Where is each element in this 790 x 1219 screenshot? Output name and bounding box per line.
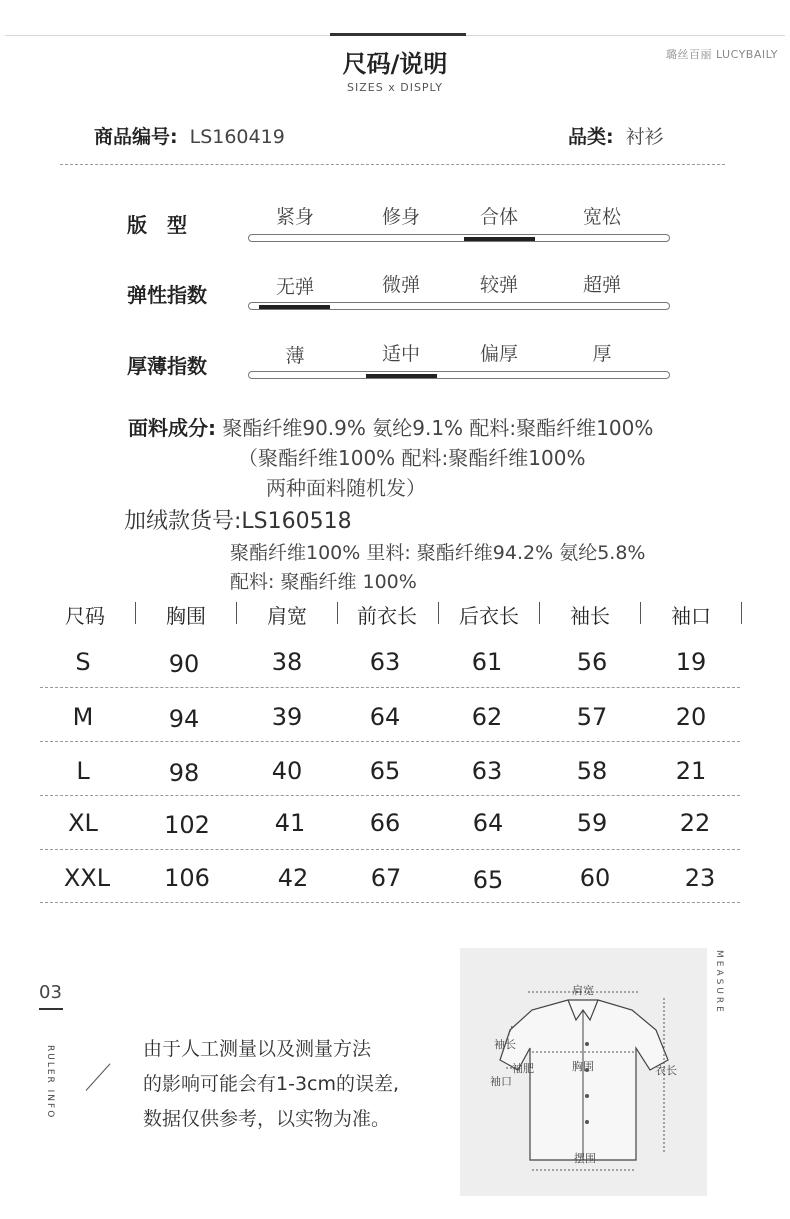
table-cell: 62: [471, 703, 503, 731]
table-cell: M: [72, 703, 94, 731]
note-line: 的影响可能会有1-3cm的误差,: [143, 1073, 400, 1095]
fabric-composition: 聚酯纤维90.9% 氨纶9.1% 配料:聚酯纤维100%: [222, 416, 654, 440]
table-cell: 64: [369, 703, 401, 731]
row-divider: [40, 902, 740, 903]
rating-option: 适中: [381, 343, 420, 365]
table-cell: 22: [679, 809, 711, 837]
table-cell: L: [76, 757, 90, 785]
header-divider: [236, 602, 237, 624]
table-header: 袖口: [671, 604, 711, 628]
label-chest: 胸围: [572, 1060, 594, 1073]
product-code: [94, 122, 285, 149]
rating-track-thickness: [248, 371, 670, 379]
velvet-title: 加绒款货号:LS160518: [124, 509, 352, 534]
product-category-label: 品类:: [568, 126, 614, 148]
table-cell: 41: [274, 809, 306, 837]
table-header: 尺码: [65, 604, 105, 628]
rating-option: 紧身: [275, 206, 314, 228]
table-cell: 66: [369, 809, 401, 837]
product-category-value: 衬衫: [625, 126, 664, 148]
note-line: 由于人工测量以及测量方法: [143, 1038, 372, 1060]
table-cell: 42: [277, 864, 309, 892]
table-cell: 20: [675, 703, 707, 731]
table-cell: 65: [369, 757, 401, 785]
label-length: 衣长: [655, 1064, 677, 1077]
table-cell: 39: [271, 703, 303, 731]
table-cell: 90: [168, 650, 200, 678]
table-cell: 102: [164, 811, 210, 839]
table-header: 前衣长: [357, 604, 417, 628]
label-hem: 摆围: [574, 1152, 596, 1165]
measure-label: MEASURE: [714, 950, 724, 1015]
rating-option: 无弹: [275, 276, 314, 298]
page-subtitle: SIZES x DISPLY: [347, 81, 443, 94]
label-shoulder: 肩宽: [572, 984, 594, 997]
header-divider: [640, 602, 641, 624]
product-category: [568, 122, 664, 149]
header-divider: [135, 602, 136, 624]
table-cell: 59: [576, 809, 608, 837]
rating-marker-thickness: [366, 374, 437, 378]
rating-track-fit: [248, 234, 670, 242]
brand-name: 璐丝百丽 LUCYBAILY: [665, 48, 778, 61]
table-header: 后衣长: [459, 604, 519, 628]
fabric-line-1: [128, 412, 653, 441]
table-cell: 56: [576, 648, 608, 676]
product-code-value: LS160419: [189, 126, 285, 148]
note-line: 数据仅供参考，以实物为准。: [143, 1108, 391, 1130]
rating-label-thickness: 厚薄指数: [127, 354, 207, 378]
table-header: 胸围: [166, 604, 206, 628]
table-header: 袖长: [570, 604, 610, 628]
rating-option: 宽松: [582, 206, 621, 228]
label-sleeve-width: 袖肥: [512, 1062, 534, 1075]
table-cell: 40: [271, 757, 303, 785]
rating-label-elasticity: 弹性指数: [127, 283, 207, 307]
table-cell: 63: [369, 648, 401, 676]
header-divider: [539, 602, 540, 624]
header-divider: [438, 602, 439, 624]
slash-divider: [86, 1063, 111, 1090]
row-divider: [40, 795, 740, 796]
row-divider: [40, 687, 740, 688]
fabric-line-2: （聚酯纤维100% 配料:聚酯纤维100%: [238, 446, 586, 470]
header-divider: [741, 602, 742, 624]
rating-label-fit: 版 型: [127, 213, 187, 237]
table-cell: 38: [271, 648, 303, 676]
fabric-label: 面料成分:: [128, 416, 216, 440]
row-divider: [40, 741, 740, 742]
table-cell: 65: [472, 866, 504, 894]
row-divider: [40, 849, 740, 850]
table-cell: XL: [68, 809, 98, 837]
table-cell: 98: [168, 759, 200, 787]
table-cell: 60: [579, 864, 611, 892]
table-cell: 57: [576, 703, 608, 731]
rating-option: 合体: [479, 206, 518, 228]
table-cell: 61: [471, 648, 503, 676]
table-cell: S: [75, 648, 91, 676]
rating-option: 超弹: [582, 274, 621, 296]
rating-option: 薄: [285, 345, 305, 367]
section-number: 03: [39, 982, 62, 1003]
table-cell: 23: [684, 864, 716, 892]
label-cuff: 袖口: [490, 1075, 512, 1088]
rating-option: 较弹: [479, 274, 518, 296]
header-divider: [337, 602, 338, 624]
page-title: 尺码/说明: [342, 50, 448, 78]
table-cell: 67: [370, 864, 402, 892]
table-header: 肩宽: [267, 604, 307, 628]
table-cell: 19: [675, 648, 707, 676]
section-number-underline: [39, 1008, 63, 1010]
table-cell: 21: [675, 757, 707, 785]
table-cell: 94: [168, 705, 200, 733]
table-cell: 64: [472, 809, 504, 837]
rating-marker-elasticity: [259, 305, 330, 309]
product-code-label: 商品编号:: [94, 126, 178, 148]
table-cell: 63: [471, 757, 503, 785]
table-cell: XXL: [63, 864, 111, 892]
meta-divider: [60, 164, 725, 165]
rating-option: 微弹: [381, 274, 420, 296]
table-cell: 106: [164, 864, 210, 892]
fabric-line-3: 两种面料随机发）: [266, 476, 426, 500]
ruler-info-label: RULER INFO: [45, 1045, 55, 1120]
rating-option: 修身: [381, 206, 420, 228]
velvet-line-2: 配料: 聚酯纤维 100%: [230, 571, 417, 593]
rating-option: 厚: [592, 343, 612, 365]
rating-option: 偏厚: [479, 343, 518, 365]
label-sleeve-length: 袖长: [494, 1038, 516, 1051]
velvet-line-1: 聚酯纤维100% 里料: 聚酯纤维94.2% 氨纶5.8%: [230, 542, 646, 564]
rating-marker-fit: [464, 237, 535, 241]
header-accent-bar: [330, 33, 466, 36]
table-cell: 58: [576, 757, 608, 785]
measurement-diagram: [460, 948, 707, 1196]
shirt-diagram: [460, 948, 707, 1196]
